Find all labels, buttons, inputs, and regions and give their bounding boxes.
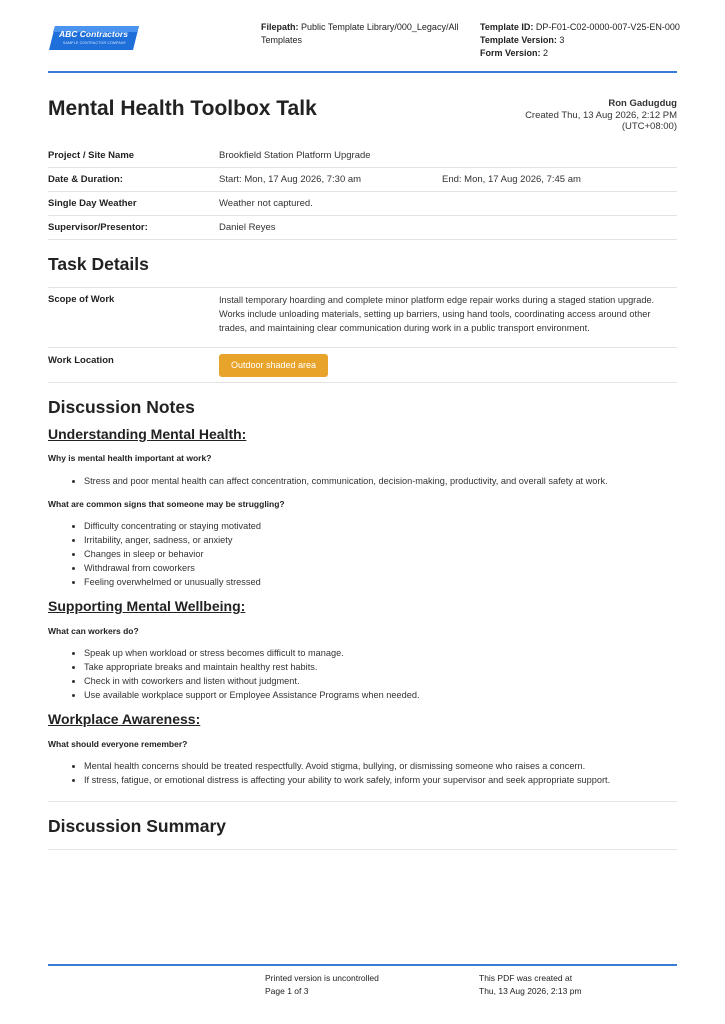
list-item: • Irritability, anger, sadness, or anxiety — [84, 533, 261, 547]
date-start: Start: Mon, 17 Aug 2026, 7:30 am — [219, 174, 362, 185]
project-label: Project / Site Name — [48, 150, 135, 161]
header-divider — [48, 71, 677, 73]
weather-value: Weather not captured. — [219, 198, 313, 209]
weather-label: Single Day Weather — [48, 198, 137, 209]
list-item: • Speak up when workload or stress becomes difficult to manage. — [84, 646, 420, 660]
template-version-value: 3 — [559, 35, 565, 45]
discussion-heading: Discussion Notes — [48, 397, 195, 417]
filepath — [261, 21, 466, 47]
summary-heading: Discussion Summary — [48, 816, 226, 836]
task-details-heading: Task Details — [48, 254, 149, 274]
location-divider — [48, 382, 677, 383]
template-id-value: DP-F01-C02-0000-007-V25-EN-000 — [535, 22, 680, 32]
list-item: • Check in with coworkers and listen without judgment. — [84, 674, 420, 688]
created-date: Created Thu, 13 Aug 2026, 2:12 PM — [525, 109, 677, 121]
workers-list — [48, 646, 420, 702]
question-remember: What should everyone remember? — [48, 739, 188, 749]
list-item: • If stress, fatigue, or emotional distress is affecting your ability to work safely, inform your supervisor and seek appropriate support. — [84, 773, 610, 787]
importance-list — [48, 474, 608, 488]
list-item: • Use available workplace support or Employee Assistance Programs when needed. — [84, 688, 420, 702]
weather-row — [48, 191, 677, 216]
list-item: • Take appropriate breaks and maintain healthy rest habits. — [84, 660, 420, 674]
signs-list — [48, 519, 261, 589]
template-meta — [480, 21, 680, 60]
section-understanding-title: Understanding Mental Health: — [48, 426, 247, 442]
pdf-created-value: Thu, 13 Aug 2026, 2:13 pm — [479, 986, 582, 996]
supervisor-label: Supervisor/Presentor: — [48, 222, 148, 233]
list-item: • Mental health concerns should be treated respectfully. Avoid stigma, bullying, or dismissing someone who raises a concern. — [84, 759, 610, 773]
template-id-label: Template ID: — [480, 22, 534, 32]
scope-value: Install temporary hoarding and complete minor platform edge repair works during a staged station upgrade. Works include unloading materials, setting up barriers, using hand tools, coordinating access around other trades, and maintaining clear communication during work in a public transport environment. — [219, 295, 655, 333]
question-importance: Why is mental health important at work? — [48, 453, 212, 463]
timezone: (UTC+08:00) — [621, 121, 677, 132]
form-version-label: Form Version: — [480, 48, 541, 58]
footer-right — [479, 972, 582, 998]
footer-left — [265, 972, 379, 998]
scope-label: Scope of Work — [48, 294, 115, 305]
scope-divider — [48, 347, 677, 348]
list-item: • Stress and poor mental health can affect concentration, communication, decision-making, productivity, and overall safety at work. — [84, 474, 608, 488]
page-title: Mental Health Toolbox Talk — [48, 97, 317, 120]
list-item: • Difficulty concentrating or staying motivated — [84, 519, 261, 533]
template-version-label: Template Version: — [480, 35, 557, 45]
date-row — [48, 167, 677, 192]
logo-text: ABC Contractors — [59, 29, 128, 39]
question-workers: What can workers do? — [48, 626, 139, 636]
remember-list — [48, 759, 610, 787]
date-end: End: Mon, 17 Aug 2026, 7:45 am — [442, 174, 581, 185]
page-number: Page 1 of 3 — [265, 986, 309, 996]
list-item: • Withdrawal from coworkers — [84, 561, 261, 575]
company-logo — [49, 26, 139, 50]
uncontrolled-note: Printed version is uncontrolled — [265, 973, 379, 983]
date-label: Date & Duration: — [48, 174, 123, 185]
supervisor-row — [48, 215, 677, 240]
question-signs: What are common signs that someone may be struggling? — [48, 499, 285, 509]
section-awareness-title: Workplace Awareness: — [48, 711, 201, 727]
summary-divider — [48, 849, 677, 850]
location-badge: Outdoor shaded area — [219, 354, 328, 377]
project-row — [48, 143, 677, 168]
footer-divider — [48, 964, 677, 966]
discussion-divider — [48, 801, 677, 802]
author-name: Ron Gadugdug — [608, 98, 677, 109]
logo-tagline: SAMPLE CONTRACTOR COMPANY — [63, 41, 127, 45]
project-value: Brookfield Station Platform Upgrade — [219, 150, 371, 161]
form-version-value: 2 — [543, 48, 549, 58]
task-divider — [48, 287, 677, 288]
filepath-value: Public Template Library/000_Legacy/All Templates — [261, 22, 459, 45]
author-block — [525, 98, 677, 133]
filepath-label: Filepath: — [261, 22, 299, 32]
list-item: • Feeling overwhelmed or unusually stressed — [84, 575, 261, 589]
section-supporting-title: Supporting Mental Wellbeing: — [48, 598, 246, 614]
location-label: Work Location — [48, 355, 114, 366]
list-item: • Changes in sleep or behavior — [84, 547, 261, 561]
supervisor-value: Daniel Reyes — [219, 222, 276, 233]
pdf-created-label: This PDF was created at — [479, 973, 573, 983]
